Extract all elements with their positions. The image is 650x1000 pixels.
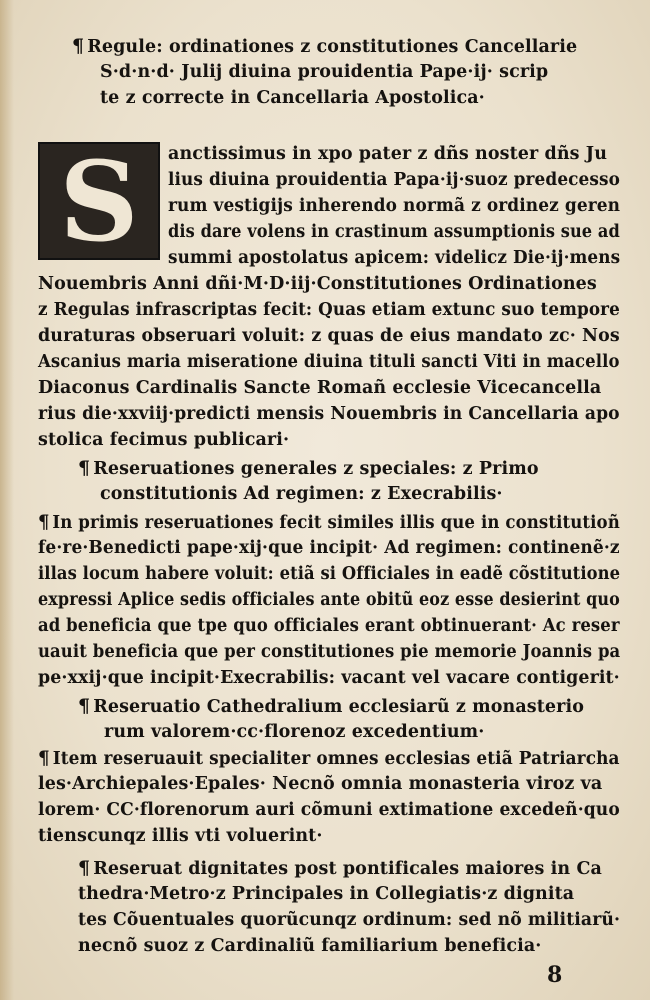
- pilcrow-mark: ¶: [78, 457, 91, 479]
- body-line: Ascanius maria miseratione diuina tituli sancti Viti in macello: [38, 352, 620, 372]
- body-line: ¶ Item reseruauit specialiter omnes ecclesias etiã Patriarcha: [38, 747, 620, 769]
- body-line: pe·xxij·que incipit·Execrabilis: vacant vel vacare contigerit·: [38, 668, 620, 688]
- body-line: tienscunqz illis vti voluerint·: [38, 826, 323, 846]
- pilcrow-mark: ¶: [38, 747, 50, 769]
- body-line: illas locum habere voluit: etiã si Officiales in eadẽ cõstitutione: [38, 564, 621, 584]
- section-heading: ¶ Reseruatio Cathedralium ecclesiarũ z monasterio: [78, 695, 584, 717]
- body-line: lorem· CC·florenorum auri cõmuni extimatione excedeñ·quo: [38, 800, 620, 820]
- pilcrow-mark: ¶: [72, 35, 85, 57]
- body-line: ¶ In primis reseruationes fecit similes illis que in constitutioñ: [38, 511, 620, 533]
- body-line: summi apostolatus apicem: videlicz Die·ij·mens: [168, 248, 621, 268]
- header-line-3: te z correcte in Cancellaria Apostolica·: [100, 88, 485, 108]
- body-line: necnõ suoz z Cardinaliũ familiarium beneficia·: [78, 936, 542, 956]
- pilcrow-mark: ¶: [78, 695, 91, 717]
- body-line: Nouembris Anni dñi·M·D·iij·Constitutiones Ordinationes: [38, 274, 597, 294]
- body-line: lius diuina prouidentia Papa·ij·suoz predecesso: [168, 170, 621, 190]
- body-line: uauit beneficia que per constitutiones pie memorie Joannis pa: [38, 642, 621, 662]
- body-line: stolica fecimus publicari·: [38, 430, 290, 450]
- section-heading: constitutionis Ad regimen: z Execrabilis·: [100, 484, 503, 504]
- section-heading: ¶ Reseruationes generales z speciales: z Primo: [78, 457, 539, 479]
- page-edge-shadow: [0, 0, 14, 1000]
- header-line-2: S·d·n·d· Julij diuina prouidentia Pape·ij· scrip: [100, 62, 549, 82]
- section-heading: ¶ Reseruat dignitates post pontificales maiores in Ca: [78, 857, 602, 879]
- body-line: les·Archiepales·Epales· Necnõ omnia monasteria viroz va: [38, 774, 603, 794]
- body-line: rum vestigijs inherendo normã z ordinez geren: [168, 196, 621, 216]
- decorated-initial: [38, 136, 160, 266]
- body-line: ad beneficia que tpe quo officiales erant obtinuerant· Ac reser: [38, 616, 620, 636]
- page-number: 8: [547, 962, 563, 988]
- body-line: Diaconus Cardinalis Sancte Romañ ecclesie Vicecancella: [38, 378, 602, 398]
- header-line-1: ¶ Regule: ordinationes z constitutiones Cancellarie: [72, 35, 578, 57]
- body-line: duraturas obseruari voluit: z quas de eius mandato zc· Nos: [38, 326, 620, 346]
- body-line: anctissimus in xpo pater z dñs noster dñs Ju: [168, 144, 608, 164]
- pilcrow-mark: ¶: [38, 511, 50, 533]
- body-line: expressi Aplice sedis officiales ante obitũ eoz esse desierint quo: [38, 590, 620, 610]
- body-line: tes Cõuentuales quorũcunqz ordinum: sed nõ militiarũ·: [78, 910, 621, 930]
- body-line: thedra·Metro·z Principales in Collegiatis·z dignita: [78, 884, 575, 904]
- body-line: rius die·xxviij·predicti mensis Nouembris in Cancellaria apo: [38, 404, 620, 424]
- body-line: dis dare volens in crastinum assumptionis sue ad: [168, 222, 620, 242]
- body-line: fe·re·Benedicti pape·xij·que incipit· Ad regimen: continenẽ·z: [38, 538, 620, 558]
- section-heading: rum valorem·cc·florenoz excedentium·: [104, 722, 485, 742]
- body-line: z Regulas infrascriptas fecit: Quas etiam extunc suo tempore: [38, 300, 620, 320]
- initial-letter: S: [59, 136, 139, 266]
- pilcrow-mark: ¶: [78, 857, 91, 879]
